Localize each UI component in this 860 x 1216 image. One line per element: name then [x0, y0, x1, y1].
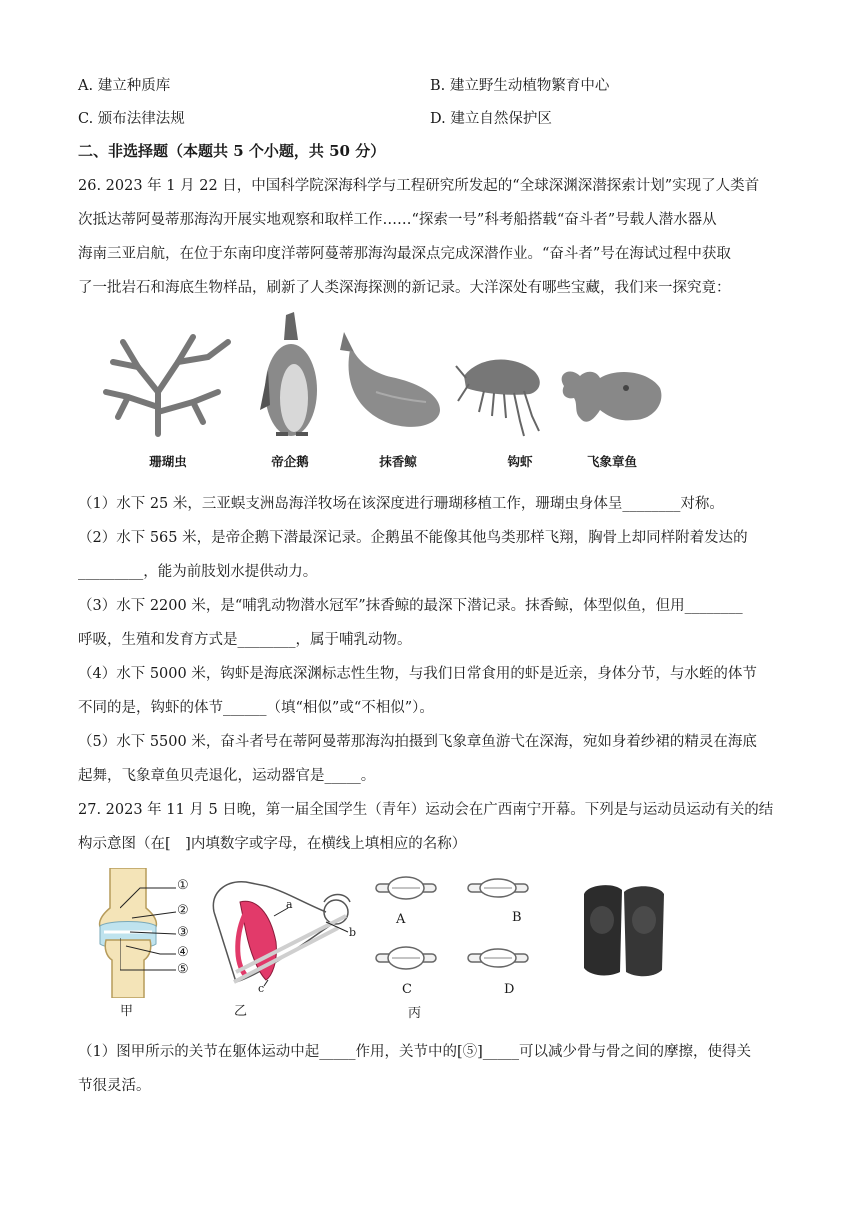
animal-label-octopus: 飞象章鱼: [586, 454, 637, 469]
q26-sub: （2）水下 565 米，是帝企鹅下潜最深记录。企鹅虽不能像其他鸟类那样飞翔，胸骨上却同样附着发达的: [78, 530, 748, 546]
amphipod-figure: [454, 346, 549, 441]
q27-line: 27. 2023 年 11 月 5 日晚，第一届全国学生（青年）运动会在广西南宁开幕。下列是与运动员运动有关的结: [78, 802, 774, 818]
knee-pads-image: [578, 880, 668, 980]
marker-1: ①: [177, 878, 189, 893]
sperm-whale-figure: [336, 322, 446, 437]
option-b: B. 建立野生动植物繁育中心: [430, 78, 610, 94]
q26-line: 海南三亚启航，在位于东南印度洋蒂阿蔓蒂那海沟最深点完成深潜作业。“奋斗者”号在海试过程中获取: [78, 246, 731, 262]
q26-sub: （4）水下 5000 米，钩虾是海底深渊标志性生物，与我们日常食用的虾是近亲，身体分节，与水蛭的体节: [78, 666, 757, 682]
q26-sub: （5）水下 5500 米，奋斗者号在蒂阿曼蒂那海沟拍摄到飞象章鱼游弋在深海，宛如身着纱裙的精灵在海底: [78, 734, 757, 750]
animal-label-coral: 珊瑚虫: [149, 454, 187, 469]
q27-sub: （1）图甲所示的关节在躯体运动中起_____作用，关节中的[⑤]_____可以减少骨与骨之间的摩擦，使得关: [78, 1044, 752, 1060]
dumbo-octopus-figure: [556, 364, 666, 434]
q26-sub: （1）水下 25 米，三亚蜈支洲岛海洋牧场在该深度进行珊瑚移植工作，珊瑚虫身体呈________对称。: [78, 496, 724, 512]
q26-sub: 呼吸，生殖和发育方式是________，属于哺乳动物。: [78, 632, 412, 648]
marker-5: ⑤: [177, 962, 189, 977]
marker-B: B: [512, 910, 522, 925]
animal-label-whale: 抹香鲸: [379, 454, 417, 469]
marker-2: ②: [177, 903, 189, 918]
q26-sub: （3）水下 2200 米，是“哺乳动物潜水冠军”抹香鲸的最深下潜记录。抹香鲸，体型似鱼，但用________: [78, 598, 743, 614]
q26-sub: _________，能为前肢划水提供动力。: [78, 564, 318, 580]
animal-label-penguin: 帝企鹅: [271, 454, 309, 469]
fig-label-yi: 乙: [234, 1004, 248, 1019]
fig-label-bing: 丙: [408, 1006, 422, 1021]
marker-a: a: [286, 898, 293, 911]
q26-line: 了一批岩石和海底生物样品，刷新了人类深海探测的新记录。大洋深处有哪些宝藏，我们来一探究竟：: [78, 280, 731, 296]
q26-sub: 起舞，飞象章鱼贝壳退化，运动器官是_____。: [78, 768, 376, 784]
marker-A: A: [396, 912, 406, 927]
animal-label-amphipod: 钩虾: [507, 454, 533, 469]
q26-line: 26. 2023 年 1 月 22 日，中国科学院深海科学与工程研究所发起的“全球深渊深潜探索计划”实现了人类首: [78, 178, 760, 194]
q27-line: 构示意图（在[ ]内填数字或字母，在横线上填相应的名称）: [78, 836, 467, 852]
q26-sub: 不同的是，钩虾的体节______（填“相似”或“不相似”）。: [78, 700, 434, 716]
marker-C: C: [402, 982, 412, 997]
marker-4: ④: [177, 945, 189, 960]
penguin-figure: [256, 310, 326, 440]
section-title: 二、非选择题（本题共 5 个小题，共 50 分）: [78, 142, 386, 160]
option-d: D. 建立自然保护区: [430, 111, 552, 127]
option-a: A. 建立种质库: [78, 78, 171, 94]
marker-c: c: [258, 982, 265, 995]
marker-D: D: [504, 982, 515, 997]
joint-leader-lines: [120, 878, 180, 978]
coral-figure: [98, 322, 238, 437]
q26-line: 次抵达蒂阿曼蒂那海沟开展实地观察和取样工作……“探索一号”科考船搭载“奋斗者”号载人潜水器从: [78, 212, 717, 228]
arm-diagram: [206, 872, 366, 992]
marker-b: b: [349, 926, 357, 939]
marker-3: ③: [177, 925, 189, 940]
option-c: C. 颁布法律法规: [78, 111, 185, 127]
q27-sub: 节很灵活。: [78, 1078, 151, 1094]
fig-label-jia: 甲: [120, 1004, 134, 1019]
